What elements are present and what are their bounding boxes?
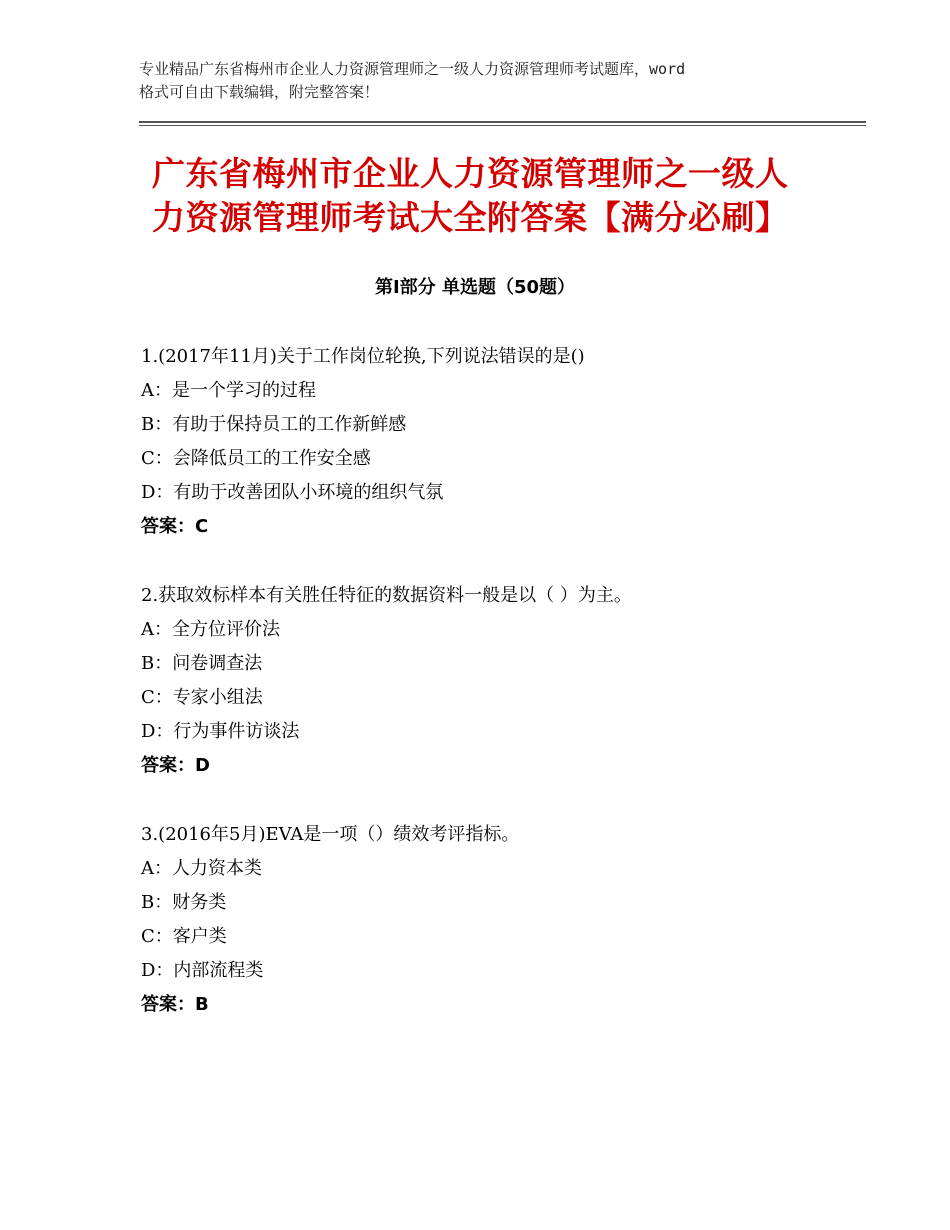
answer-line: 答案：D: [141, 755, 210, 776]
option-b: B：问卷调查法: [141, 653, 263, 674]
option-d: D：行为事件访谈法: [141, 721, 300, 742]
option-c: C：客户类: [141, 926, 227, 947]
header-divider-thick: [139, 121, 866, 123]
question-1: [141, 340, 861, 544]
header-line-1: 专业精品广东省梅州市企业人力资源管理师之一级人力资源管理师考试题库，word: [139, 60, 686, 78]
answer-line: 答案：B: [141, 994, 209, 1015]
page-header-note: [139, 58, 839, 104]
option-c: C：专家小组法: [141, 687, 263, 708]
title-line-1: 广东省梅州市企业人力资源管理师之一级人: [152, 154, 789, 193]
question-stem: 1.(2017年11月)关于工作岗位轮换,下列说法错误的是(): [141, 346, 585, 367]
option-a: A：是一个学习的过程: [141, 380, 316, 401]
header-divider-thin: [139, 125, 866, 126]
option-d: D：有助于改善团队小环境的组织气氛: [141, 482, 444, 503]
option-d: D：内部流程类: [141, 960, 264, 981]
section-heading: 第Ⅰ部分 单选题（50题）: [374, 277, 575, 298]
answer-line: 答案：C: [141, 516, 209, 537]
header-line-2: 格式可自由下载编辑，附完整答案！: [139, 83, 380, 101]
document-title: [152, 152, 832, 240]
question-stem: 3.(2016年5月)EVA是一项（）绩效考评指标。: [141, 824, 520, 845]
option-b: B：有助于保持员工的工作新鲜感: [141, 414, 407, 435]
option-c: C：会降低员工的工作安全感: [141, 448, 371, 469]
option-b: B：财务类: [141, 892, 227, 913]
title-line-2: 力资源管理师考试大全附答案【满分必刷】: [152, 198, 789, 237]
question-stem: 2.获取效标样本有关胜任特征的数据资料一般是以（ ）为主。: [141, 585, 632, 606]
question-2: [141, 579, 861, 783]
option-a: A：全方位评价法: [141, 619, 280, 640]
option-a: A：人力资本类: [141, 858, 262, 879]
question-3: [141, 818, 861, 1022]
